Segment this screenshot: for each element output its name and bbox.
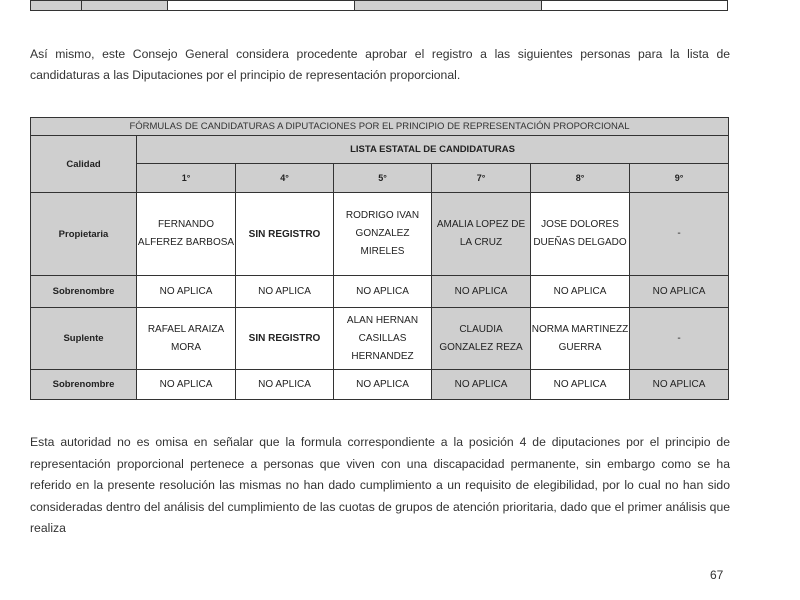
- propietaria-label: Propietaria: [31, 193, 137, 276]
- position-header: 1°: [137, 164, 236, 193]
- sobrenombre-cell: NO APLICA: [236, 276, 334, 308]
- sobrenombre-row: [31, 370, 729, 400]
- remnant-cell: [82, 1, 168, 11]
- sobrenombre-label: Sobrenombre: [31, 370, 137, 400]
- candidate-cell: SIN REGISTRO: [236, 193, 334, 276]
- position-header: 5°: [334, 164, 432, 193]
- candidate-cell: RODRIGO IVAN GONZALEZ MIRELES: [334, 193, 432, 276]
- candidate-cell: -: [630, 193, 729, 276]
- candidate-cell: -: [630, 308, 729, 370]
- candidates-table: [30, 117, 729, 400]
- remnant-cell: [355, 1, 542, 11]
- sobrenombre-cell: NO APLICA: [630, 276, 729, 308]
- candidate-cell: SIN REGISTRO: [236, 308, 334, 370]
- previous-table-remnant: [30, 0, 728, 11]
- sobrenombre-label: Sobrenombre: [31, 276, 137, 308]
- position-header: 4°: [236, 164, 334, 193]
- sobrenombre-cell: NO APLICA: [630, 370, 729, 400]
- position-header: 9°: [630, 164, 729, 193]
- sobrenombre-cell: NO APLICA: [432, 370, 531, 400]
- table-caption: FÓRMULAS DE CANDIDATURAS A DIPUTACIONES POR EL PRINCIPIO DE REPRESENTACIÓN PROPORCIONAL: [31, 118, 729, 136]
- calidad-header: Calidad: [31, 136, 137, 193]
- sobrenombre-row: [31, 276, 729, 308]
- candidate-cell: JOSE DOLORES DUEÑAS DELGADO: [531, 193, 630, 276]
- candidate-cell: NORMA MARTINEZZ GUERRA: [531, 308, 630, 370]
- page-number: 67: [710, 568, 724, 582]
- body-paragraph: Esta autoridad no es omisa en señalar que la formula correspondiente a la posición 4 de diputaciones por el principio de representación proporcional pertenece a personas que viven con una discapacidad permanente, sin embargo como se ha referido en la presente resolución las mismas no han dado cumplimiento a un requisito de elegibilidad, por lo cual no han sido consideradas dentro del análisis del cumplimiento de las cuotas de grupos de atención prioritaria, dado que el primer análisis que realiza: [30, 435, 730, 535]
- remnant-cell: [168, 1, 355, 11]
- sobrenombre-cell: NO APLICA: [334, 276, 432, 308]
- sobrenombre-cell: NO APLICA: [137, 370, 236, 400]
- remnant-cell: [31, 1, 82, 11]
- lista-header: LISTA ESTATAL DE CANDIDATURAS: [137, 136, 729, 164]
- position-header: 8°: [531, 164, 630, 193]
- suplente-label: Suplente: [31, 308, 137, 370]
- candidate-cell: FERNANDO ALFEREZ BARBOSA: [137, 193, 236, 276]
- sobrenombre-cell: NO APLICA: [236, 370, 334, 400]
- remnant-cell: [542, 1, 728, 11]
- sobrenombre-cell: NO APLICA: [531, 276, 630, 308]
- intro-paragraph: Así mismo, este Consejo General considera procedente aprobar el registro a las siguientes personas para la lista de candidaturas a las Diputaciones por el principio de representación proporcional.: [30, 47, 730, 82]
- candidate-cell: CLAUDIA GONZALEZ REZA: [432, 308, 531, 370]
- sobrenombre-cell: NO APLICA: [531, 370, 630, 400]
- suplente-row: [31, 308, 729, 370]
- sobrenombre-cell: NO APLICA: [432, 276, 531, 308]
- position-header: 7°: [432, 164, 531, 193]
- candidate-cell: ALAN HERNAN CASILLAS HERNANDEZ: [334, 308, 432, 370]
- sobrenombre-cell: NO APLICA: [137, 276, 236, 308]
- candidate-cell: AMALIA LOPEZ DE LA CRUZ: [432, 193, 531, 276]
- propietaria-row: [31, 193, 729, 276]
- sobrenombre-cell: NO APLICA: [334, 370, 432, 400]
- candidate-cell: RAFAEL ARAIZA MORA: [137, 308, 236, 370]
